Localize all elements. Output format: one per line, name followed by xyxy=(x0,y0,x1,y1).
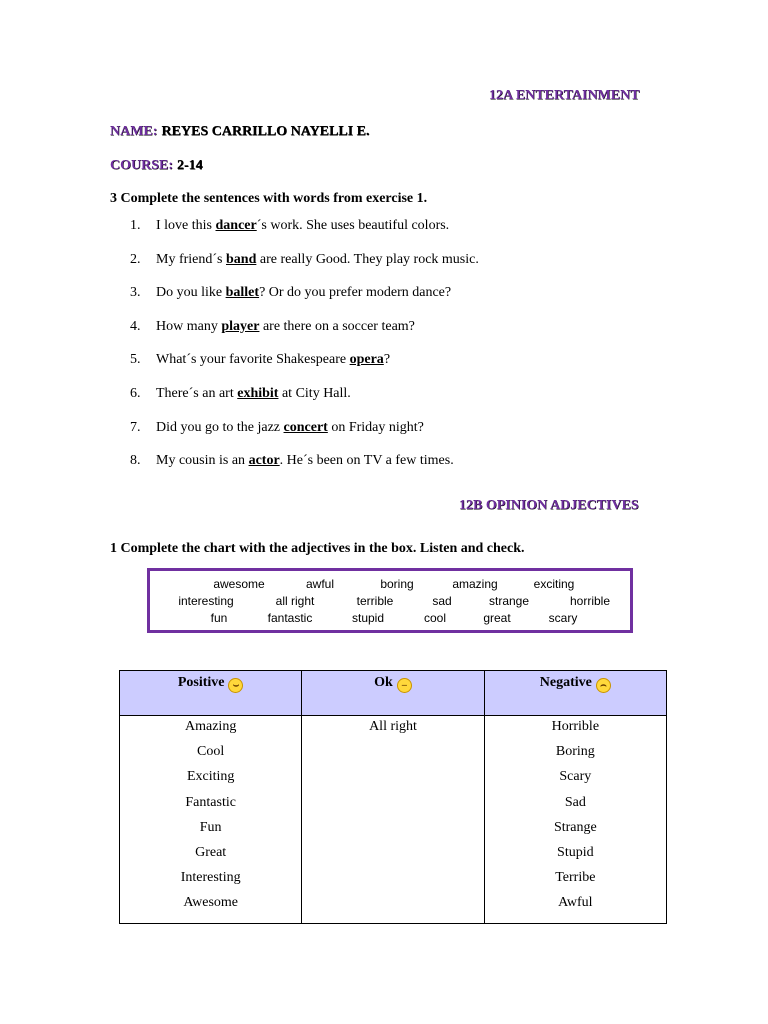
exercise3-sentence-list xyxy=(130,218,479,487)
sentence-item xyxy=(130,420,479,454)
word-item: strange xyxy=(488,594,530,608)
list-item: Amazing xyxy=(185,719,237,734)
word-item: awful xyxy=(305,577,335,591)
sentence-text: My friend´s xyxy=(156,251,226,267)
item-number: 5. xyxy=(130,352,141,368)
sentence-text: at City Hall. xyxy=(278,385,351,401)
word-item: scary xyxy=(548,611,578,625)
list-item: Interesting xyxy=(180,870,241,886)
item-number: 3. xyxy=(130,285,141,301)
adjective-word-box xyxy=(147,568,633,633)
column-header-label: Negative xyxy=(539,675,592,690)
column-header-label: Ok xyxy=(374,675,393,690)
name-label: NAME: xyxy=(110,124,158,139)
item-number: 2. xyxy=(130,251,141,267)
answer-word: opera xyxy=(349,352,384,368)
list-item: All right xyxy=(369,719,417,734)
word-item: amazing xyxy=(452,577,498,591)
item-number: 8. xyxy=(130,453,141,469)
column-header-ok xyxy=(302,671,484,716)
list-item: Awful xyxy=(558,895,593,911)
exercise1-instruction: 1 Complete the chart with the adjectives in the box. Listen and check. xyxy=(110,541,525,556)
student-course-row xyxy=(110,156,203,174)
list-item: Awesome xyxy=(183,895,239,911)
sentence-text: Do you like xyxy=(156,285,226,301)
course-value: 2-14 xyxy=(177,158,203,173)
course-label: COURSE: xyxy=(110,158,174,173)
sentence-text: Did you go to the jazz xyxy=(156,419,284,435)
section-title: 12B OPINION ADJECTIVES xyxy=(459,498,639,513)
item-number: 1. xyxy=(130,218,141,233)
sentence-item xyxy=(130,319,479,353)
answer-word: band xyxy=(226,251,257,267)
item-number: 7. xyxy=(130,419,141,435)
sentence-text: My cousin is an xyxy=(156,453,249,469)
student-name-row xyxy=(110,122,369,140)
sentence-item xyxy=(130,352,479,386)
word-item: fun xyxy=(210,611,228,625)
sentence-text: I love this xyxy=(156,218,216,233)
answer-word: concert xyxy=(283,419,328,435)
word-item: awesome xyxy=(213,577,265,591)
sentence-text: ´s work. She uses beautiful colors. xyxy=(256,218,450,233)
word-item: exciting xyxy=(533,577,575,591)
sentence-item xyxy=(130,285,479,319)
negative-column-cell xyxy=(484,716,666,924)
sentence-item xyxy=(130,386,479,420)
sentence-text: How many xyxy=(156,318,222,334)
sentence-item xyxy=(130,453,479,487)
sentence-text: What´s your favorite Shakespeare xyxy=(156,352,350,368)
sentence-item xyxy=(130,252,479,286)
smiling-face-icon: ⌣ xyxy=(228,678,243,693)
word-item: horrible xyxy=(569,594,611,608)
table-header-row xyxy=(120,671,667,716)
column-header-negative xyxy=(484,671,666,716)
word-item: interesting xyxy=(178,594,234,608)
word-item: boring xyxy=(380,577,414,591)
column-header-label: Positive xyxy=(177,675,225,690)
word-item: terrible xyxy=(356,594,394,608)
word-item: all right xyxy=(275,594,315,608)
word-item: stupid xyxy=(351,611,385,625)
word-item: sad xyxy=(432,594,452,608)
list-item: Fun xyxy=(199,819,222,835)
sentence-text: There´s an art xyxy=(156,385,238,401)
positive-column-cell xyxy=(120,716,302,924)
adjective-chart-table xyxy=(119,670,667,924)
page-title: 12A ENTERTAINMENT xyxy=(489,88,640,103)
list-item: Stupid xyxy=(557,844,594,860)
word-item: great xyxy=(483,611,511,625)
list-item: Exciting xyxy=(186,769,235,785)
sentence-text: are really Good. They play rock music. xyxy=(256,251,479,267)
list-item: Sad xyxy=(564,794,586,810)
list-item: Horrible xyxy=(551,719,600,734)
neutral-face-icon: – xyxy=(397,678,412,693)
sentence-text: are there on a soccer team? xyxy=(259,318,415,334)
answer-word: actor xyxy=(248,453,280,469)
word-item: fantastic xyxy=(267,611,313,625)
column-header-positive xyxy=(120,671,302,716)
sentence-item xyxy=(130,218,479,252)
answer-word: ballet xyxy=(225,285,260,301)
sentence-text: ? xyxy=(383,352,391,368)
word-item: cool xyxy=(423,611,447,625)
list-item: Cool xyxy=(197,744,225,760)
sentence-text: on Friday night? xyxy=(327,419,424,435)
list-item: Strange xyxy=(553,819,597,835)
frowning-face-icon: ⌢ xyxy=(596,678,611,693)
list-item: Scary xyxy=(559,769,592,785)
sentence-text: ? Or do you prefer modern dance? xyxy=(259,285,452,301)
item-number: 6. xyxy=(130,385,141,401)
sentence-text: . He´s been on TV a few times. xyxy=(279,453,454,469)
ok-column-cell xyxy=(302,716,484,924)
list-item: Terribe xyxy=(555,870,596,886)
list-item: Fantastic xyxy=(185,794,236,810)
exercise3-instruction: 3 Complete the sentences with words from exercise 1. xyxy=(110,191,428,206)
table-row xyxy=(120,716,667,924)
answer-word: player xyxy=(221,318,260,334)
list-item: Great xyxy=(195,844,227,860)
name-value: REYES CARRILLO NAYELLI E. xyxy=(161,124,370,139)
answer-word: exhibit xyxy=(237,385,279,401)
answer-word: dancer xyxy=(215,218,257,233)
item-number: 4. xyxy=(130,318,141,334)
list-item: Boring xyxy=(555,744,595,760)
